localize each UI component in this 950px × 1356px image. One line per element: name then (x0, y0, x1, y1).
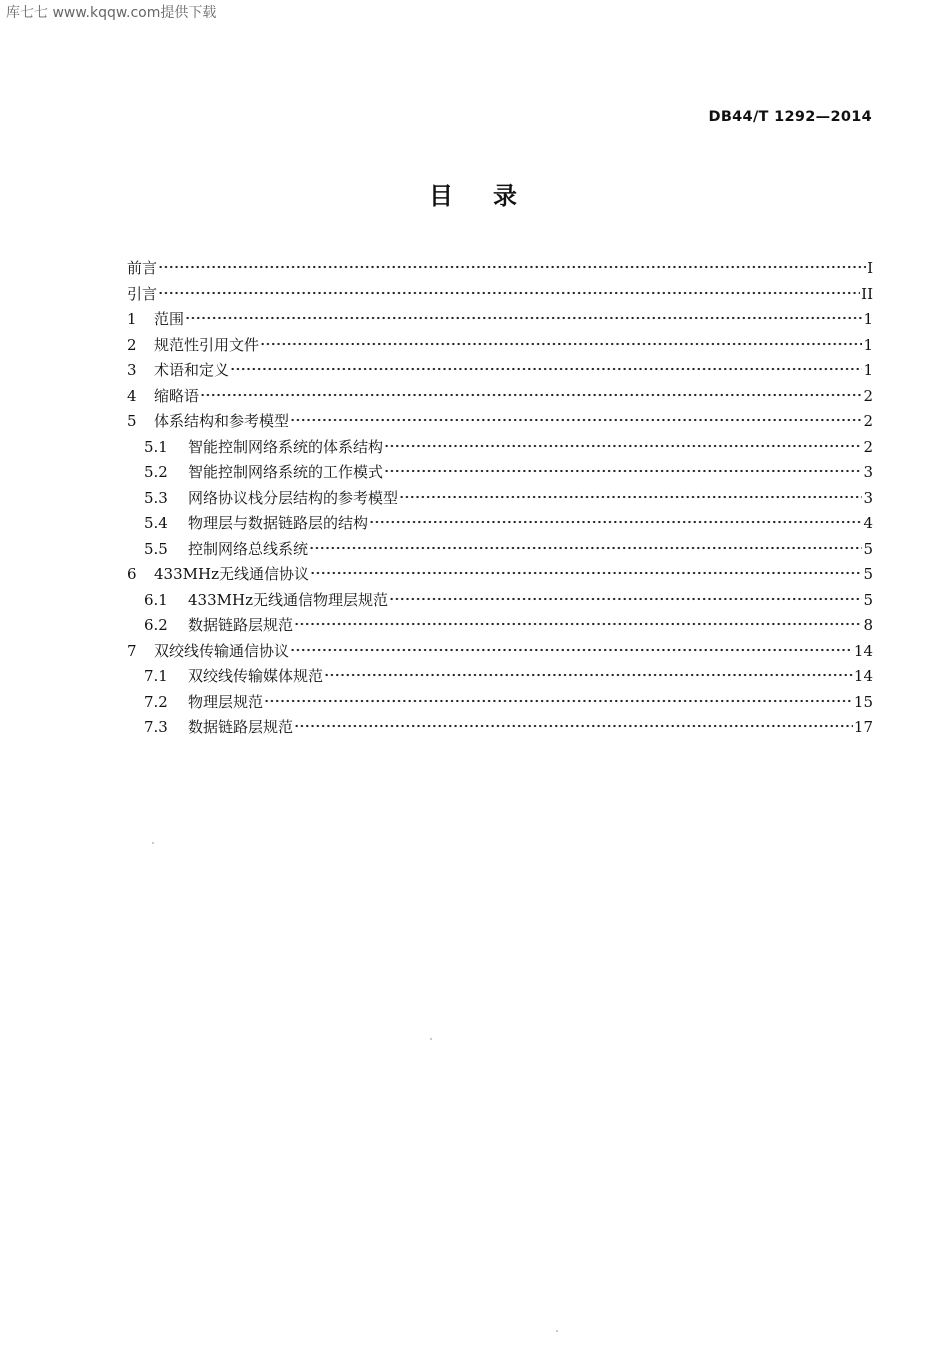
toc-entry-number: 6.2 (144, 616, 168, 634)
toc-entry (127, 511, 873, 537)
toc-entry (127, 409, 873, 435)
watermark-text: 库七七 www.kqqw.com提供下载 (6, 5, 217, 21)
toc-entry-number: 6 (127, 565, 137, 583)
toc-entry-number: 1 (127, 310, 137, 328)
toc-entry-label: 433MHz无线通信协议 (154, 565, 309, 583)
toc-entry-label: 控制网络总线系统 (188, 539, 309, 558)
toc-entry-page-number: 3 (863, 488, 873, 507)
toc-entry-page-number: II (861, 284, 873, 303)
toc-entry (127, 562, 873, 588)
toc-dot-leader (384, 444, 862, 448)
toc-entry-number: 5.5 (144, 539, 168, 558)
toc-entry-number: 7 (127, 641, 137, 660)
toc-entry-number: 5.4 (144, 514, 168, 532)
toc-dot-leader (309, 546, 862, 550)
toc-entry (127, 639, 873, 665)
toc-entry (127, 486, 873, 512)
toc-entry-page-number: 5 (863, 590, 873, 609)
toc-entry-number: 4 (127, 386, 137, 405)
toc-entry (127, 435, 873, 461)
toc-entry (127, 333, 873, 359)
toc-entry-page-number: 1 (863, 310, 873, 328)
toc-dot-leader (185, 316, 862, 320)
toc-entry (127, 282, 873, 308)
toc-entry-page-number: 14 (853, 667, 873, 685)
toc-entry-number: 7.1 (144, 667, 168, 685)
toc-dot-leader (290, 418, 862, 422)
toc-dot-leader (324, 673, 853, 677)
toc-entry-number: 5.2 (144, 463, 168, 481)
toc-entry-page-number: 14 (853, 641, 873, 660)
document-number: DB44/T 1292—2014 (708, 109, 872, 125)
toc-entry-number: 6.1 (144, 590, 168, 609)
toc-entry-label: 引言 (127, 284, 158, 303)
toc-entry (127, 613, 873, 639)
toc-entry-number: 5 (127, 412, 137, 430)
toc-entry-label: 规范性引用文件 (154, 335, 260, 354)
toc-entry-page-number: 15 (853, 692, 873, 711)
toc-entry-label: 双绞线传输通信协议 (154, 641, 290, 660)
toc-entry-label: 智能控制网络系统的体系结构 (188, 437, 384, 456)
toc-entry-label: 物理层与数据链路层的结构 (188, 514, 369, 532)
toc-dot-leader (200, 393, 862, 397)
toc-entry-label: 物理层规范 (188, 692, 264, 711)
toc-dot-leader (294, 622, 862, 626)
toc-entry (127, 715, 873, 741)
toc-entry-label: 缩略语 (154, 386, 200, 405)
toc-entry-page-number: 1 (863, 361, 873, 379)
toc-dot-leader (310, 571, 862, 575)
toc-entry (127, 588, 873, 614)
toc-dot-leader (158, 291, 860, 295)
toc-dot-leader (369, 520, 862, 524)
scan-speck (556, 1330, 558, 1332)
toc-dot-leader (230, 367, 862, 371)
toc-dot-leader (260, 342, 862, 346)
toc-entry-number: 7.2 (144, 692, 168, 711)
toc-entry (127, 256, 873, 282)
toc-entry-page-number: 1 (863, 335, 873, 354)
toc-entry-page-number: 5 (863, 539, 873, 558)
toc-entry-number: 5.1 (144, 437, 168, 456)
scan-speck (430, 1038, 432, 1040)
toc-entry-page-number: I (867, 259, 873, 277)
toc-entry (127, 384, 873, 410)
toc-entry-label: 前言 (127, 259, 158, 277)
toc-entry-label: 术语和定义 (154, 361, 230, 379)
toc-entry-label: 范围 (154, 310, 185, 328)
toc-entry (127, 358, 873, 384)
toc-entry-label: 数据链路层规范 (188, 718, 294, 736)
toc-entry (127, 460, 873, 486)
toc-entry (127, 307, 873, 333)
toc-entry (127, 537, 873, 563)
toc-dot-leader (399, 495, 862, 499)
scan-speck (152, 842, 154, 844)
toc-entry-page-number: 2 (863, 412, 873, 430)
toc-entry-page-number: 8 (863, 616, 873, 634)
toc-entry-label: 433MHz无线通信物理层规范 (188, 590, 388, 609)
toc-dot-leader (384, 469, 862, 473)
toc-entry-page-number: 5 (863, 565, 873, 583)
toc-entry-label: 智能控制网络系统的工作模式 (188, 463, 384, 481)
toc-entry-page-number: 17 (853, 718, 873, 736)
toc-entry-number: 2 (127, 335, 137, 354)
toc-entry-label: 体系结构和参考模型 (154, 412, 290, 430)
toc-dot-leader (264, 699, 853, 703)
toc-entry-label: 数据链路层规范 (188, 616, 294, 634)
toc-entry-number: 7.3 (144, 718, 168, 736)
toc-entry (127, 690, 873, 716)
toc-dot-leader (389, 597, 862, 601)
toc-entry (127, 664, 873, 690)
toc-dot-leader (158, 265, 866, 269)
toc-entry-page-number: 3 (863, 463, 873, 481)
toc-entry-label: 双绞线传输媒体规范 (188, 667, 324, 685)
toc-entry-number: 5.3 (144, 488, 168, 507)
toc-dot-leader (290, 648, 853, 652)
toc-entry-number: 3 (127, 361, 137, 379)
toc-dot-leader (294, 724, 853, 728)
toc-entry-label: 网络协议栈分层结构的参考模型 (188, 488, 399, 507)
toc-entry-page-number: 2 (863, 386, 873, 405)
page-title: 目录 (429, 182, 557, 210)
toc-entry-page-number: 4 (863, 514, 873, 532)
toc-entry-page-number: 2 (863, 437, 873, 456)
table-of-contents (127, 256, 873, 741)
